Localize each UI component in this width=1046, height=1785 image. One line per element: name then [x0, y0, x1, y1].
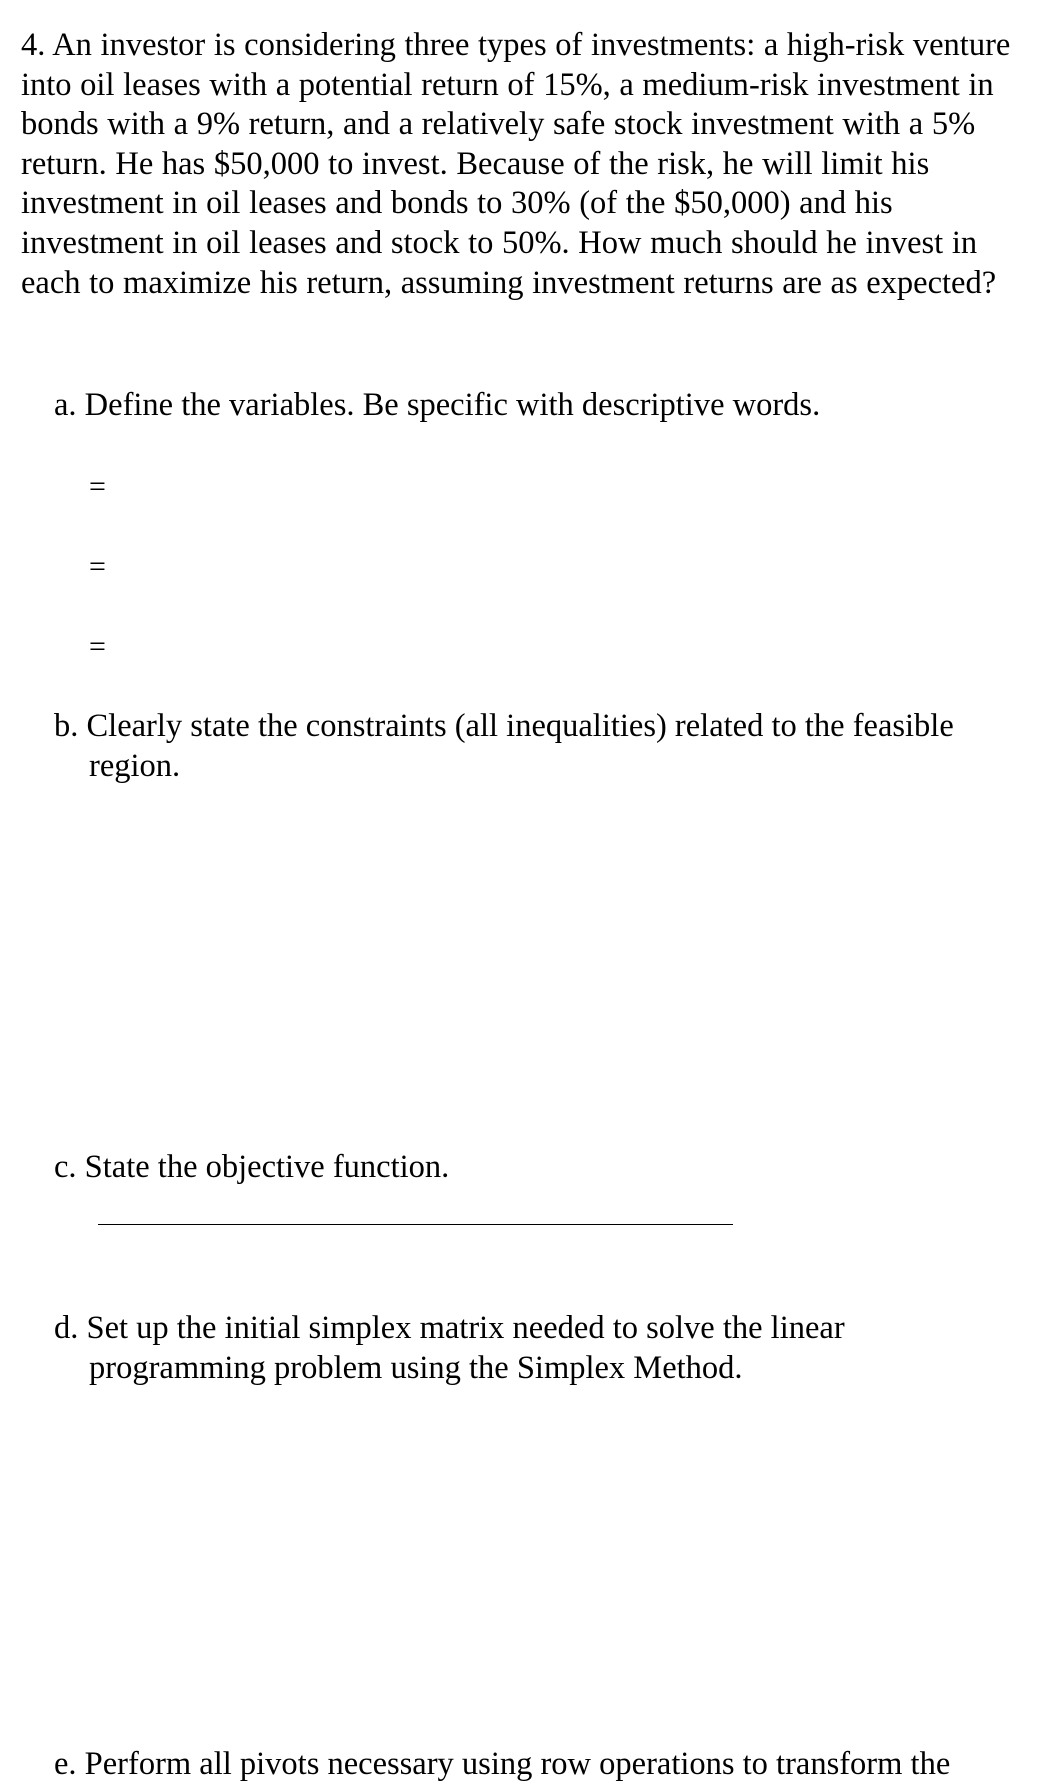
part-d-prompt — [54, 1309, 1014, 1388]
part-d-line-1: d. Set up the initial simplex matrix needed to solve the linear — [54, 1310, 845, 1346]
part-b-prompt — [54, 707, 1014, 786]
variable-definition-line-2[interactable]: = — [89, 550, 106, 583]
part-b-line-2: region. — [89, 747, 181, 784]
objective-function-answer-line[interactable] — [98, 1224, 733, 1225]
problem-statement: 4. An investor is considering three types of investments: a high-risk venture into oil leases with a potential return of 15%, a medium-risk investment in bonds with a 9% return, and a relatively safe stock investment with a 5% return. He has $50,000 to invest. Because of the risk, he will limit his investment in oil leases and bonds to 30% (of the $50,000) and his investment in oil leases and stock to 50%. How much should he invest in each to maximize his return, assuming investment returns are as expected? — [21, 27, 1011, 301]
variable-definition-line-3[interactable]: = — [89, 630, 106, 663]
part-b-line-1: b. Clearly state the constraints (all inequalities) related to the feasible — [54, 708, 954, 744]
part-a-prompt: a. Define the variables. Be specific with descriptive words. — [54, 387, 821, 423]
variable-definition-line-1[interactable]: = — [89, 470, 106, 503]
part-c-prompt: c. State the objective function. — [54, 1149, 450, 1185]
part-d-line-2: programming problem using the Simplex Method. — [89, 1349, 743, 1386]
part-e-prompt: e. Perform all pivots necessary using row operations to transform the — [54, 1746, 951, 1782]
